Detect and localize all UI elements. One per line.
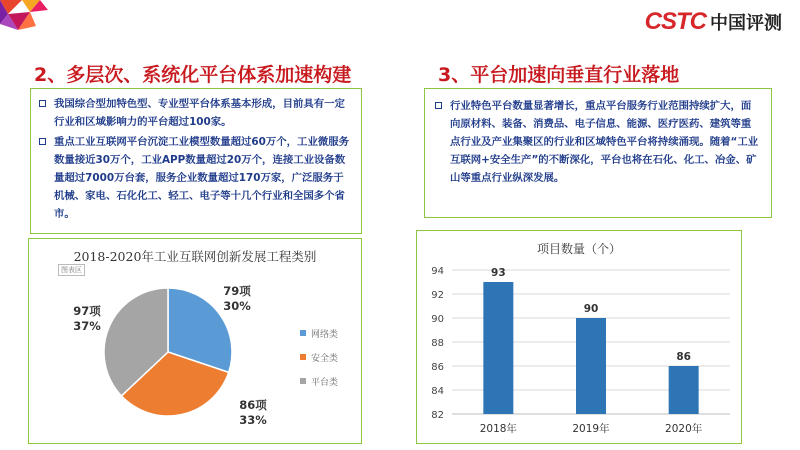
y-tick-label: 90 — [431, 314, 444, 325]
legend-item-platform — [300, 369, 338, 393]
y-tick-label: 88 — [431, 338, 444, 349]
legend-label: 安全类 — [311, 353, 339, 364]
bar-value-label: 93 — [491, 267, 506, 279]
y-tick-label: 86 — [431, 362, 444, 373]
logo — [645, 8, 782, 36]
pie-label-network-count: 79项 — [223, 284, 251, 298]
right-bullet-text: 行业特色平台数量显著增长，重点平台服务行业范围持续扩大，面向原材料、装备、消费品、电子信息、能源、医疗医药、建筑等重点行业及产业集聚区的行业和区域特色平台将持续涌现。随着“工业互联网+安全生产”的不断深化，平台也将在石化、化工、冶金、矿山等重点行业纵深发展。 — [450, 100, 759, 184]
logo-text: CSTC — [644, 8, 706, 35]
legend-swatch-icon — [300, 354, 306, 360]
pie-label-platform-pct: 37% — [73, 319, 101, 333]
legend-label: 平台类 — [311, 377, 339, 388]
right-bullet — [435, 97, 761, 187]
pie-label-security-count: 86项 — [239, 398, 267, 412]
left-bullet — [39, 95, 353, 131]
bar — [669, 366, 699, 414]
left-bullet-text: 我国综合型加特色型、专业型平台体系基本形成，目前具有一定行业和区域影响力的平台超过100家。 — [54, 98, 345, 128]
pie-label-platform-count: 97项 — [73, 304, 101, 318]
y-tick-label: 94 — [431, 266, 444, 277]
bar — [576, 318, 606, 414]
y-tick-label: 92 — [431, 290, 444, 301]
pie-chart-title: 2018-2020年工业互联网创新发展工程类别 — [73, 249, 317, 264]
y-tick-label: 84 — [431, 386, 444, 397]
bullet-square-icon — [39, 100, 46, 107]
left-bullet-text: 重点工业互联网平台沉淀工业模型数量超过60万个，工业微服务数量接近30万个，工业APP数量超过20万个，连接工业设备数量超过7000万台套，服务企业数量超过170万家，广泛服务于机械、家电、石化化工、轻工、电子等十几个行业和全国多个省市。 — [54, 136, 350, 220]
legend-item-network — [300, 321, 338, 345]
bar-value-label: 86 — [676, 351, 691, 363]
bullet-square-icon — [435, 102, 442, 109]
bar-value-label: 90 — [583, 303, 599, 315]
pie-label-network-pct: 30% — [223, 299, 251, 313]
legend-label: 网络类 — [311, 329, 339, 340]
chart-area-chip: 图表区 — [58, 264, 85, 276]
y-tick-label: 82 — [431, 410, 444, 421]
right-section-heading: 3、平台加速向垂直行业落地 — [438, 64, 680, 86]
pie-label-network — [212, 284, 262, 314]
legend-swatch-icon — [300, 378, 306, 384]
right-text-box — [424, 88, 772, 218]
pie-legend — [300, 321, 338, 393]
x-tick-label: 2019年 — [572, 423, 610, 435]
bullet-square-icon — [39, 138, 46, 145]
left-bullet — [39, 133, 353, 223]
pie-label-security-pct: 33% — [239, 413, 267, 427]
bar — [483, 282, 513, 414]
pie-label-platform — [62, 304, 112, 334]
left-text-box — [30, 88, 362, 234]
x-tick-label: 2020年 — [665, 423, 703, 435]
left-section-heading: 2、多层次、系统化平台体系加速构建 — [34, 64, 352, 86]
corner-decoration-icon — [0, 0, 70, 40]
bar-chart — [416, 262, 742, 442]
logo-cn-text: 中国评测 — [710, 13, 782, 33]
legend-item-security — [300, 345, 338, 369]
legend-swatch-icon — [300, 330, 306, 336]
bar-chart-title: 项目数量（个） — [536, 242, 621, 256]
x-tick-label: 2018年 — [479, 423, 517, 435]
pie-label-security — [228, 398, 278, 428]
